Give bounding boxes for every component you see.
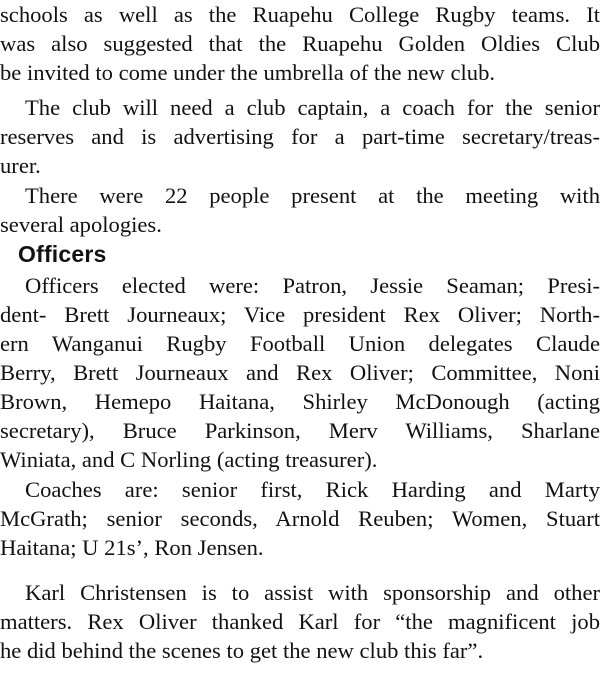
paragraph-continuation [0, 0, 600, 87]
text-line: Coaches are: senior first, Rick Harding and Marty [25, 477, 600, 502]
text-line: ern Wanganui Rugby Football Union delegates Claude [0, 331, 600, 356]
paragraph-attendance [0, 181, 600, 239]
text-line: urer. [0, 153, 41, 178]
paragraph-club-needs [0, 93, 600, 180]
text-line: several apologies. [0, 212, 162, 237]
text-line: McGrath; senior seconds, Arnold Reuben; Women, Stuart [0, 506, 600, 531]
section-heading-officers: Officers [18, 241, 107, 267]
text-line: Officers elected were: Patron, Jessie Seaman; Presi- [25, 273, 600, 298]
text-line: The club will need a club captain, a coach for the senior [25, 95, 600, 120]
text-line: Karl Christensen is to assist with sponsorship and other [25, 580, 600, 605]
paragraph-sponsorship [0, 578, 600, 665]
text-line: Brown, Hemepo Haitana, Shirley McDonough (acting [0, 389, 600, 414]
paragraph-coaches [0, 475, 600, 562]
text-line: matters. Rex Oliver thanked Karl for “the magnificent job [0, 609, 600, 634]
text-line: Winiata, and C Norling (acting treasurer). [0, 447, 378, 472]
paragraph-officers-elected [0, 271, 600, 474]
text-line: Berry, Brett Journeaux and Rex Oliver; Committee, Noni [0, 360, 600, 385]
text-line: There were 22 people present at the meeting with [25, 183, 600, 208]
text-line: dent- Brett Journeaux; Vice president Rex Oliver; North- [0, 302, 600, 327]
text-line: Haitana; U 21s’, Ron Jensen. [0, 535, 264, 560]
text-line: secretary), Bruce Parkinson, Merv Williams, Sharlane [0, 418, 600, 443]
text-line: schools as well as the Ruapehu College Rugby teams. It [0, 2, 600, 27]
text-line: was also suggested that the Ruapehu Golden Oldies Club [0, 31, 600, 56]
text-line: reserves and is advertising for a part-time secretary/treas- [0, 124, 600, 149]
text-line: be invited to come under the umbrella of the new club. [0, 60, 496, 85]
text-line: he did behind the scenes to get the new club this far”. [0, 638, 484, 663]
